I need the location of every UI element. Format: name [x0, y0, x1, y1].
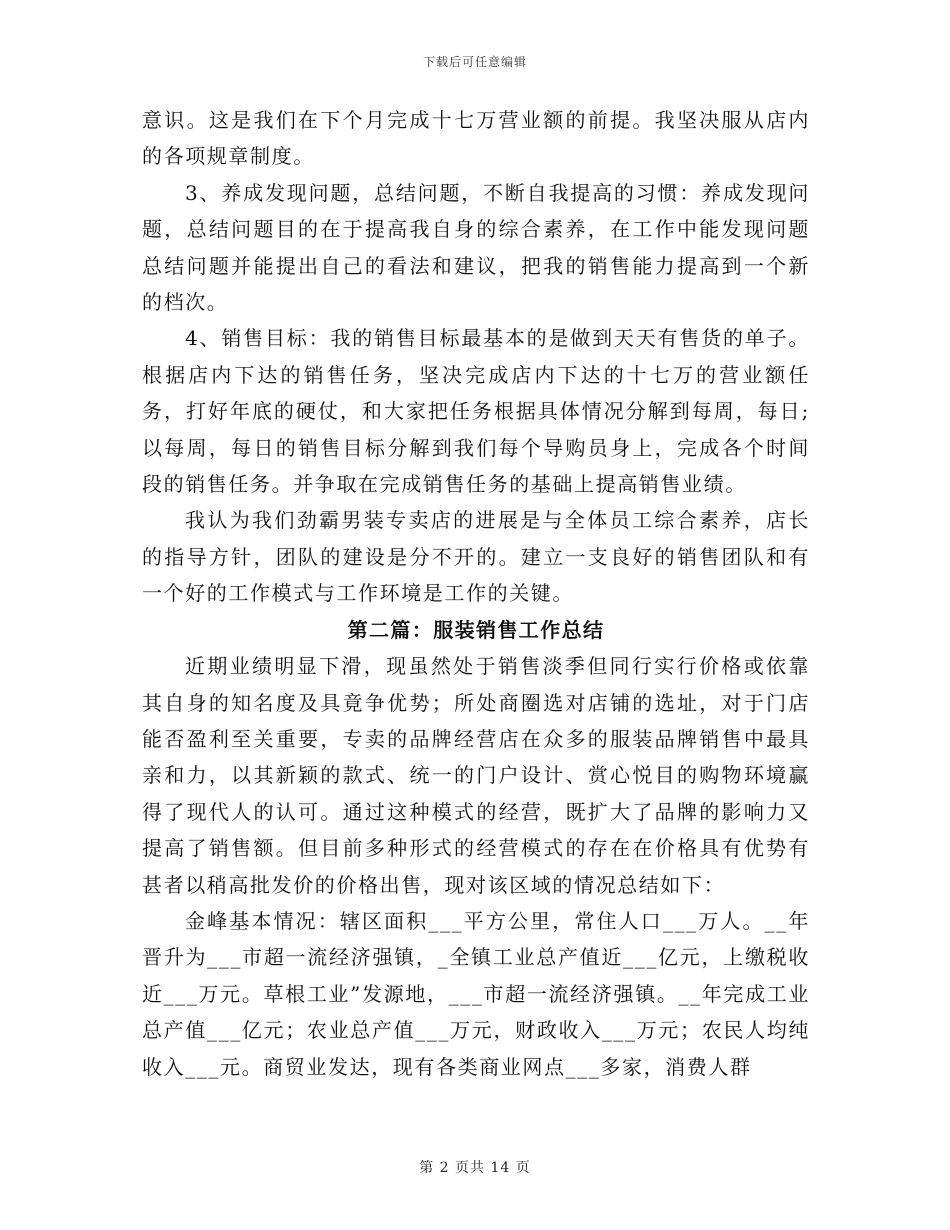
paragraph-team-conclusion: 我认为我们劲霸男装专卖店的进展是与全体员工综合素养，店长的指导方针，团队的建设是分不开的。建立一支良好的销售团队和有一个好的工作模式与工作环境是工作的关键。	[142, 508, 810, 606]
page-footer: 第 2 页共 14 页	[419, 1160, 531, 1176]
page-header: 下载后可任意编辑	[422, 55, 527, 69]
paragraph-habit: 3、养成发现问题，总结问题，不断自我提高的习惯：养成发现问题，总结问题目的在于提高我自身的综合素养，在工作中能发现问题总结问题并能提出自己的看法和建议，把我的销售能力提高到一个新的档次。	[142, 180, 810, 315]
document-body	[142, 102, 810, 1085]
section-title: 第二篇：服装销售工作总结	[347, 617, 605, 642]
paragraph-recent-performance: 近期业绩明显下滑，现虽然处于销售淡季但同行实行价格或依靠其自身的知名度及具竟争优势；所处商圈选对店铺的选址，对于门店能否盈利至关重要，专卖的品牌经营店在众多的服装品牌销售中最具亲和力，以其新颖的款式、统一的门户设计、赏心悦目的购物环境赢得了现代人的认可。通过这种模式的经营，既扩大了品牌的影响力又提高了销售额。但目前多种形式的经营模式的存在在价格具有优势有甚者以稍高批发价的价格出售，现对该区域的情况总结如下：	[142, 654, 810, 897]
paragraph-continuation: 意识。这是我们在下个月完成十七万营业额的前提。我坚决服从店内的各项规章制度。	[142, 108, 810, 169]
paragraph-jinfeng-overview: 金峰基本情况：辖区面积___平方公里，常住人口___万人。__年晋升为___市超一流经济强镇，_全镇工业总产值近___亿元，上缴税收近___万元。草根工业”发源地，___市超一流经济强镇。__年完成工业总产值___亿元；农业总产值___万元，财政收入___万元；农民人均纯收入___元。商贸业发达，现有各类商业网点___多家，消费人群	[142, 908, 810, 1079]
paragraph-sales-target: 4、销售目标：我的销售目标最基本的是做到天天有售货的单子。根据店内下达的销售任务，坚决完成店内下达的十七万的营业额任务，打好年底的硬仗，和大家把任务根据具体情况分解到每周，每日;以每周，每日的销售目标分解到我们每个导购员身上，完成各个时间段的销售任务。并争取在完成销售任务的基础上提高销售业绩。	[142, 326, 810, 497]
